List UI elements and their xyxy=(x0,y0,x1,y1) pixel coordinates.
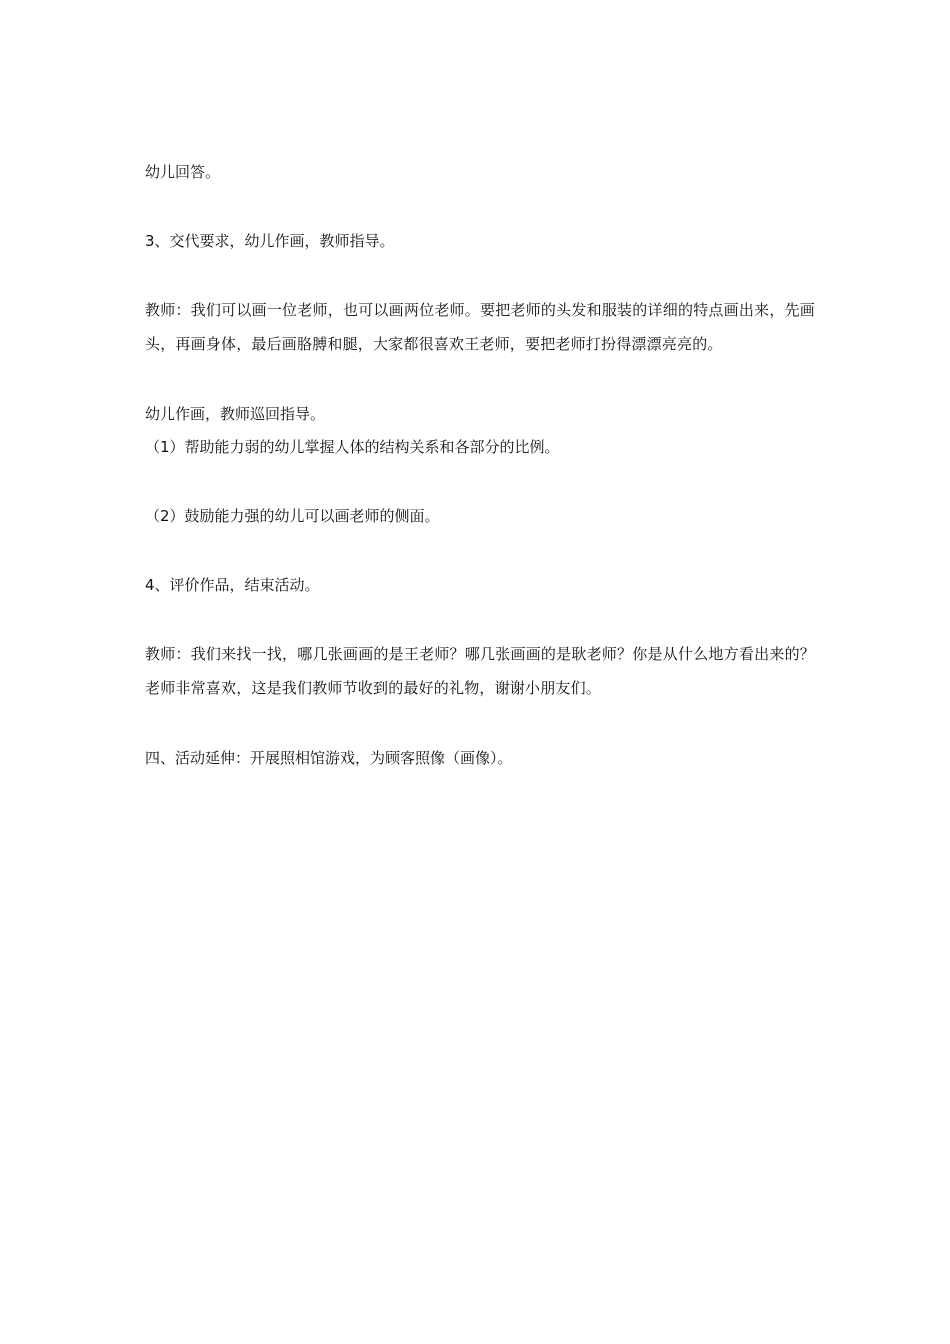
paragraph-children-draw: 幼儿作画，教师巡回指导。 xyxy=(145,405,326,423)
paragraph-teacher-instruction: 教师：我们可以画一位老师，也可以画两位老师。要把老师的头发和服装的详细的特点画出来，先画头，再画身体，最后画胳膊和腿，大家都很喜欢王老师，要把老师打扮得漂漂亮亮的。 xyxy=(145,301,815,353)
paragraph-child-answer: 幼儿回答。 xyxy=(145,163,221,181)
paragraph-step-4: 4、评价作品，结束活动。 xyxy=(145,576,320,594)
paragraph-step-3: 3、交代要求，幼儿作画，教师指导。 xyxy=(145,232,395,250)
paragraph-teacher-evaluation: 教师：我们来找一找，哪几张画画的是王老师？哪几张画画的是耿老师？你是从什么地方看出来的？老师非常喜欢，这是我们教师节收到的最好的礼物，谢谢小朋友们。 xyxy=(145,645,815,697)
paragraph-activity-extension: 四、活动延伸：开展照相馆游戏，为顾客照像（画像）。 xyxy=(145,749,513,767)
paragraph-item-1: （1）帮助能力弱的幼儿掌握人体的结构关系和各部分的比例。 xyxy=(145,438,560,456)
paragraph-item-2: （2）鼓励能力强的幼儿可以画老师的侧面。 xyxy=(145,507,440,525)
